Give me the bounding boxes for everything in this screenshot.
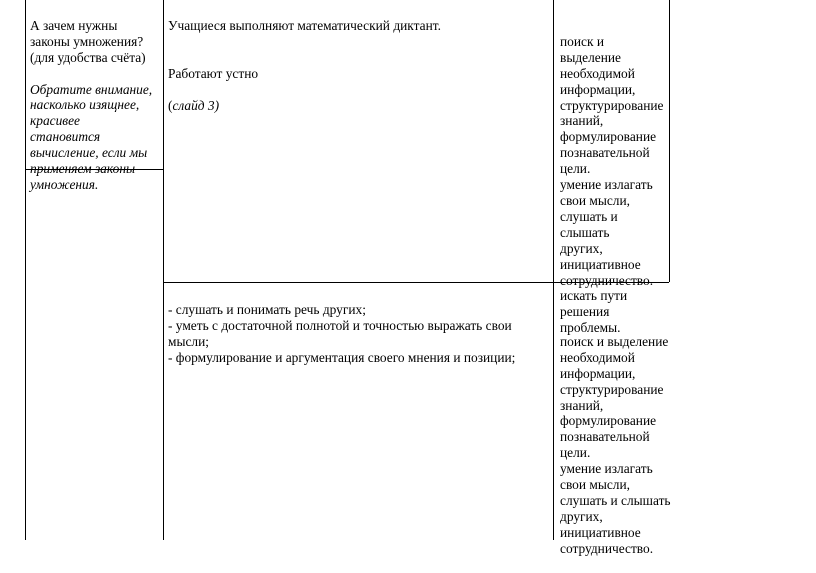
skills-list-text: - слушать и понимать речь других; - уметь с достаточной полнотой и точностью выражать свои мысли; - формулирование и аргументация своего мнения и позиции; — [168, 301, 516, 365]
learning-actions-text-2: поиск и выделение необходимой информации, структурирование знаний, формулирование познавательной цели. умение излагать свои мысли, слушать и слышать других, инициативное сотрудничество. — [560, 333, 671, 556]
learning-actions-text-1: поиск и выделение необходимой информации, структурирование знаний, формулирование познавательной цели. умение излагать свои мысли, слушать и слышать других, инициативное сотрудничество. искать пути решения проблемы. — [560, 33, 664, 336]
learning-actions-block-2 — [560, 318, 700, 573]
communicative-skills-list — [168, 286, 552, 381]
question-cell — [30, 2, 162, 209]
activity-line-2: Работают устно — [168, 65, 259, 81]
column-divider-2 — [553, 0, 554, 540]
table-right-border — [669, 0, 670, 282]
teacher-note: Обратите внимание, насколько изящнее, красивее становится вычисление, если мы применяем законы умножения. — [30, 81, 153, 192]
table-left-border — [25, 0, 26, 540]
question-text: А зачем нужны законы умножения? (для удобства счёта) — [30, 17, 146, 65]
slide-reference: (слайд 3) — [168, 97, 220, 113]
column-divider-1 — [163, 0, 164, 540]
student-activity-cell — [168, 2, 552, 129]
activity-line-1: Учащиеся выполняют математический диктант. — [168, 17, 441, 33]
learning-actions-block-1 — [560, 18, 668, 352]
